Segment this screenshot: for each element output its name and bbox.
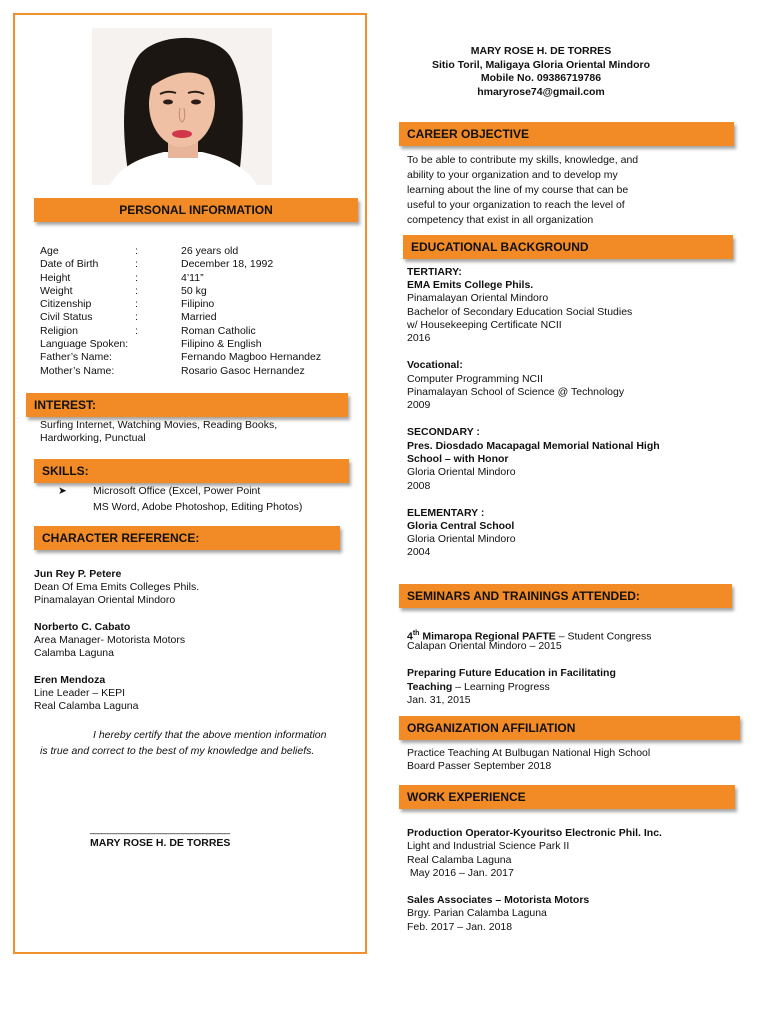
job-dates: May 2016 – Jan. 2017 [407, 867, 514, 879]
objective-line: useful to your organization to reach the level of [407, 199, 625, 211]
pi-label: Mother’s Name: [40, 365, 115, 377]
pi-row [40, 338, 360, 352]
job-title: Production Operator-Kyouritso Electronic Phil. Inc. [407, 827, 662, 839]
elementary-year: 2004 [407, 546, 431, 558]
applicant-name: MARY ROSE H. DE TORRES [470, 45, 612, 57]
applicant-address: Sitio Toril, Maligaya Gloria Oriental Mindoro [432, 59, 650, 71]
vocational-course: Computer Programming NCII [407, 373, 543, 385]
pi-label: Height [40, 272, 71, 284]
objective-line: learning about the line of my course that can be [407, 184, 629, 196]
seminar-subtitle: – Student Congress [555, 630, 652, 643]
reference-place: Pinamalayan Oriental Mindoro [34, 594, 176, 606]
seminar-number: 4 [407, 630, 413, 643]
pi-row [40, 311, 360, 325]
pi-row [40, 285, 360, 299]
interest-heading: INTEREST: [26, 393, 348, 417]
certification-line: is true and correct to the best of my knowledge and beliefs. [40, 745, 315, 757]
tertiary-heading: TERTIARY: [407, 266, 462, 278]
profile-photo [92, 28, 272, 185]
secondary-year: 2008 [407, 480, 431, 492]
elementary-heading: ELEMENTARY : [407, 507, 485, 519]
reference-name: Eren Mendoza [34, 674, 106, 686]
reference-place: Calamba Laguna [34, 647, 114, 659]
seminar-ordinal: th [412, 630, 420, 637]
pi-row [40, 298, 360, 312]
pi-value: 50 kg [181, 285, 207, 297]
pi-label: Father’s Name: [40, 351, 112, 363]
elementary-place: Gloria Oriental Mindoro [407, 533, 516, 545]
personal-info-heading: PERSONAL INFORMATION [34, 198, 358, 222]
pi-value: Married [181, 311, 217, 323]
reference-position: Dean Of Ema Emits Colleges Phils. [34, 581, 200, 593]
job-location: Brgy. Parian Calamba Laguna [407, 907, 547, 919]
pi-label: Age [40, 245, 59, 257]
job-location: Real Calamba Laguna [407, 854, 512, 866]
secondary-place: Gloria Oriental Mindoro [407, 466, 516, 478]
pi-sep: : [135, 245, 138, 257]
tertiary-year: 2016 [407, 332, 431, 344]
organization-line: Practice Teaching At Bulbugan National High School [407, 747, 651, 759]
pi-label: Religion [40, 325, 78, 337]
pi-sep: : [135, 272, 138, 284]
pi-row [40, 325, 360, 339]
interest-line: Surfing Internet, Watching Movies, Reading Books, [40, 419, 278, 431]
pi-sep: : [135, 258, 138, 270]
job-location: Light and Industrial Science Park II [407, 840, 570, 852]
pi-value: Filipino [181, 298, 215, 310]
seminar-title-line [407, 681, 550, 694]
tertiary-school: EMA Emits College Phils. [407, 279, 534, 291]
secondary-school: School – with Honor [407, 453, 509, 465]
pi-label: Weight [40, 285, 73, 297]
reference-position: Line Leader – KEPI [34, 687, 126, 699]
pi-label: Citizenship [40, 298, 92, 310]
vocational-year: 2009 [407, 399, 431, 411]
objective-line: To be able to contribute my skills, knowledge, and [407, 154, 639, 166]
seminar-subtitle: – Learning Progress [452, 681, 550, 693]
pi-value: Filipino & English [181, 338, 262, 350]
signature-line: ________________________ [90, 823, 231, 835]
skills-heading: SKILLS: [34, 459, 349, 483]
tertiary-place: Pinamalayan Oriental Mindoro [407, 292, 549, 304]
reference-name: Norberto C. Cabato [34, 621, 131, 633]
objective-line: ability to your organization and to develop my [407, 169, 618, 181]
seminar-title: Preparing Future Education in Facilitating [407, 667, 616, 679]
reference-position: Area Manager- Motorista Motors [34, 634, 186, 646]
education-heading: EDUCATIONAL BACKGROUND [403, 235, 733, 259]
pi-row [40, 245, 360, 259]
tertiary-course: w/ Housekeeping Certificate NCII [407, 319, 562, 331]
vocational-heading: Vocational: [407, 359, 463, 371]
interest-line: Hardworking, Punctual [40, 432, 146, 444]
pi-row [40, 258, 360, 272]
seminars-heading: SEMINARS AND TRAININGS ATTENDED: [399, 584, 732, 608]
secondary-heading: SECONDARY : [407, 426, 480, 438]
pi-value: 4’11” [181, 272, 204, 284]
pi-value: Fernando Magboo Hernandez [181, 351, 322, 363]
reference-place: Real Calamba Laguna [34, 700, 139, 712]
career-objective-heading: CAREER OBJECTIVE [399, 122, 734, 146]
certification-line: I hereby certify that the above mention information [93, 729, 327, 741]
tertiary-course: Bachelor of Secondary Education Social Studies [407, 306, 633, 318]
pi-label: Language Spoken: [40, 338, 129, 350]
reference-name: Jun Rey P. Petere [34, 568, 122, 580]
pi-value: 26 years old [181, 245, 239, 257]
seminar-title-part: Teaching [407, 681, 453, 693]
organization-heading: ORGANIZATION AFFILIATION [399, 716, 740, 740]
vocational-school: Pinamalayan School of Science @ Technology [407, 386, 625, 398]
pi-label: Date of Birth [40, 258, 99, 270]
skills-line: MS Word, Adobe Photoshop, Editing Photos) [93, 501, 303, 513]
seminar-place: Calapan Oriental Mindoro – 2015 [407, 640, 562, 652]
pi-sep: : [135, 311, 138, 323]
pi-value: December 18, 1992 [181, 258, 274, 270]
job-title: Sales Associates – Motorista Motors [407, 894, 590, 906]
applicant-email: hmaryrose74@gmail.com [477, 86, 605, 98]
seminar-date: Jan. 31, 2015 [407, 694, 471, 706]
job-dates: Feb. 2017 – Jan. 2018 [407, 921, 513, 933]
applicant-mobile: Mobile No. 09386719786 [480, 72, 602, 84]
pi-sep: : [135, 285, 138, 297]
pi-row [40, 351, 360, 365]
secondary-school: Pres. Diosdado Macapagal Memorial National High [407, 440, 660, 452]
organization-line: Board Passer September 2018 [407, 760, 552, 772]
pi-sep: : [135, 325, 138, 337]
work-experience-heading: WORK EXPERIENCE [399, 785, 735, 809]
seminar-title: Mimaropa Regional PAFTE [419, 630, 556, 643]
objective-line: competency that exist in all organization [407, 214, 594, 226]
pi-row [40, 365, 360, 379]
elementary-school: Gloria Central School [407, 520, 515, 532]
pi-row [40, 272, 360, 286]
character-reference-heading: CHARACTER REFERENCE: [34, 526, 340, 550]
skills-line: Microsoft Office (Excel, Power Point [93, 485, 261, 497]
pi-value: Roman Catholic [181, 325, 256, 337]
pi-label: Civil Status [40, 311, 93, 323]
bullet-arrow-icon: ➤ [58, 485, 67, 497]
pi-value: Rosario Gasoc Hernandez [181, 365, 305, 377]
pi-sep: : [135, 298, 138, 310]
signature-name: MARY ROSE H. DE TORRES [90, 837, 231, 849]
